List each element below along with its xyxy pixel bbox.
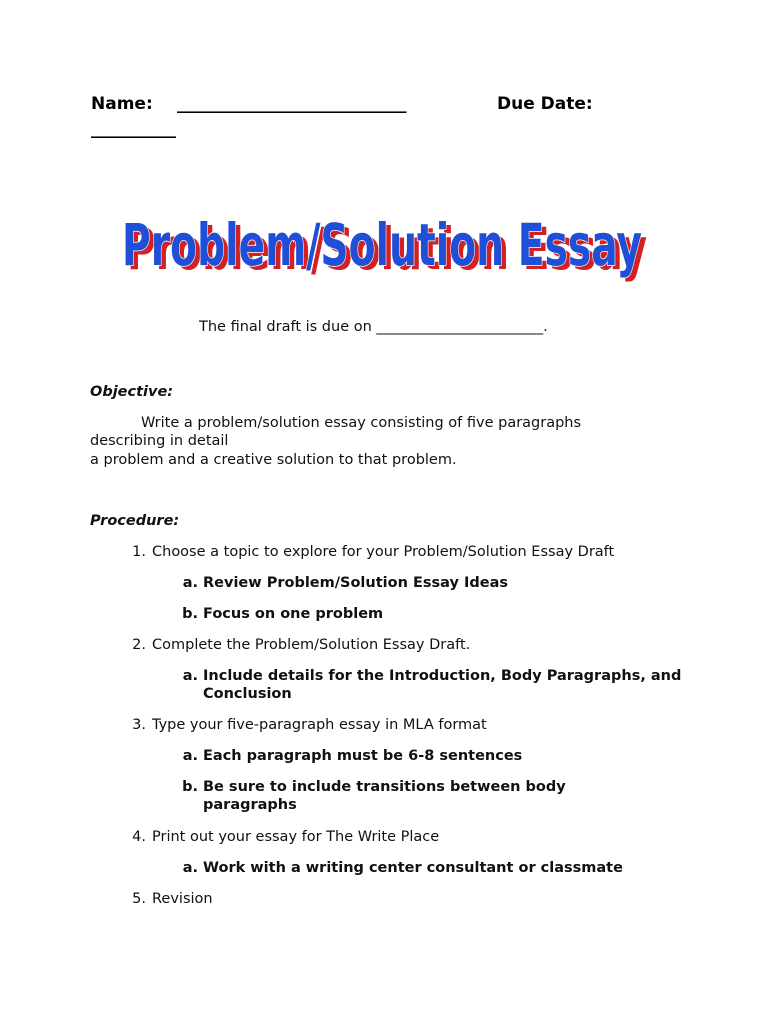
substep-text: Work with a writing center consultant or classmate — [203, 860, 623, 876]
step-text: Type your five-paragraph essay in MLA format — [152, 717, 487, 733]
objective-line-1: Write a problem/solution essay consisting of five paragraphs — [141, 415, 582, 431]
substep-letter: b. — [182, 779, 198, 795]
name-label: Name: — [91, 94, 153, 114]
substep-text: Be sure to include transitions between body paragraphs — [203, 779, 566, 813]
objective-heading: Objective: — [90, 384, 174, 400]
substep-letter: a. — [182, 668, 198, 684]
page-title-text: Problem/Solution Essay — [122, 211, 642, 279]
substep-text: Each paragraph must be 6-8 sentences — [203, 748, 523, 764]
substep-text: Review Problem/Solution Essay Ideas — [203, 575, 508, 591]
step-number: 2. — [132, 637, 146, 653]
step-text: Print out your essay for The Write Place — [152, 829, 440, 845]
due-date-label: Due Date: — [497, 94, 593, 114]
step-text: Complete the Problem/Solution Essay Draft. — [152, 637, 471, 653]
step-number: 5. — [132, 891, 146, 907]
final-draft-due-line: The final draft is due on _______________________. — [199, 319, 548, 335]
substep-letter: b. — [182, 606, 198, 622]
substep-letter: a. — [182, 748, 198, 764]
due-date-blank: __________ — [91, 119, 176, 139]
substep-text: Focus on one problem — [203, 606, 384, 622]
step-number: 4. — [132, 829, 146, 845]
procedure-heading: Procedure: — [90, 513, 180, 529]
step-text: Choose a topic to explore for your Problem/Solution Essay Draft — [152, 544, 615, 560]
page-title-shadow: Problem/Solution Essay — [127, 215, 647, 283]
step-text: Revision — [152, 891, 213, 907]
name-blank: ___________________________ — [177, 94, 407, 114]
substep-letter: a. — [182, 575, 198, 591]
page-title — [110, 205, 660, 295]
objective-line-3: a problem and a creative solution to that problem. — [90, 452, 457, 468]
objective-line-2: describing in detail — [90, 433, 229, 449]
substep-letter: a. — [182, 860, 198, 876]
substep-text: Include details for the Introduction, Body Paragraphs, and Conclusion — [203, 668, 682, 702]
step-number: 3. — [132, 717, 146, 733]
step-number: 1. — [132, 544, 146, 560]
